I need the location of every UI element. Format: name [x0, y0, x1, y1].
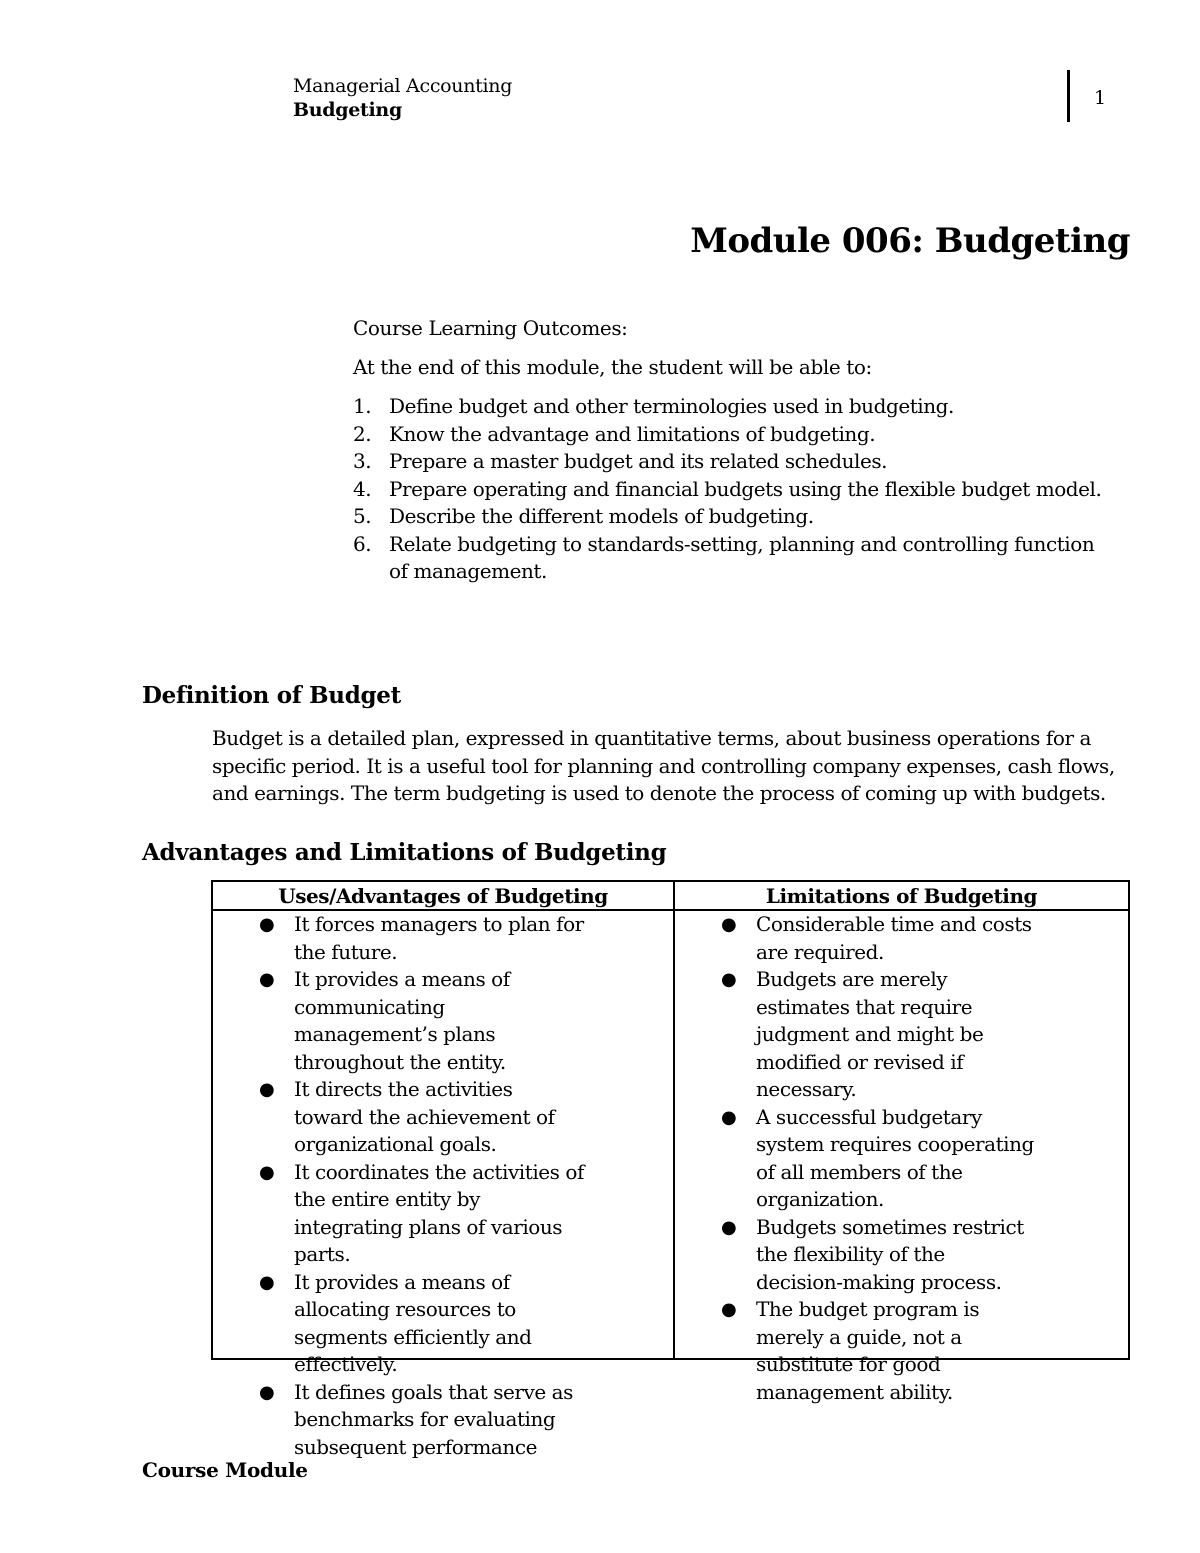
footer-label: Course Module [142, 1458, 308, 1482]
definition-heading: Definition of Budget [142, 682, 401, 709]
outcome-number: 2. [353, 421, 372, 446]
outcome-text: Prepare a master budget and its related schedules. [389, 449, 888, 473]
outcome-item [353, 531, 1114, 586]
bullet-icon: ● [721, 1216, 737, 1238]
bullet-icon: ● [259, 1381, 275, 1403]
outcomes-intro: At the end of this module, the student will be able to: [353, 355, 872, 379]
bullet-icon: ● [259, 1271, 275, 1293]
advantage-item [213, 1076, 584, 1159]
outcome-text: Define budget and other terminologies used in budgeting. [389, 394, 954, 418]
limitation-text: The budget program is merely a guide, not a substitute for good management ability. [756, 1297, 980, 1404]
limitation-text: A successful budgetary system requires cooperating of all members of the organization. [756, 1104, 1034, 1211]
limitation-text: Budgets sometimes restrict the flexibility of the decision-making process. [756, 1214, 1024, 1294]
bullet-icon: ● [259, 1161, 275, 1183]
header-topic: Budgeting [293, 99, 402, 121]
limitation-item [675, 1296, 1036, 1406]
advantages-list [213, 911, 673, 1461]
outcome-number: 5. [353, 504, 372, 528]
advantages-column-header: Uses/Advantages of Budgeting [213, 882, 673, 911]
outcome-item [353, 476, 1114, 504]
bullet-icon: ● [721, 1106, 737, 1128]
page-title: Module 006: Budgeting [690, 221, 1130, 261]
advantage-item [213, 911, 584, 966]
advantage-item [213, 1269, 584, 1379]
advantage-item [213, 1379, 584, 1462]
advantages-limitations-table [211, 880, 1130, 1459]
limitations-list [675, 911, 1128, 1406]
advantage-text: It forces managers to plan for the future. [294, 912, 584, 964]
outcome-number: 3. [353, 449, 372, 473]
outcome-item [353, 503, 1114, 531]
limitation-item [675, 1104, 1036, 1214]
limitation-item [675, 966, 1036, 1104]
header-divider [1067, 70, 1070, 122]
advantage-text: It coordinates the activities of the entire entity by integrating plans of various parts. [294, 1159, 584, 1266]
limitations-column-header: Limitations of Budgeting [675, 882, 1128, 911]
header-course-name: Managerial Accounting [293, 75, 513, 97]
bullet-icon: ● [721, 914, 737, 935]
outcome-text: Relate budgeting to standards-setting, planning and controlling function of management. [389, 531, 1095, 583]
advantage-item [213, 1159, 584, 1269]
outcome-text: Prepare operating and financial budgets using the flexible budget model. [389, 476, 1102, 501]
outcomes-list [353, 393, 1133, 586]
outcome-number: 1. [353, 394, 372, 418]
page-number: 1 [1094, 87, 1107, 109]
bullet-icon: ● [259, 914, 275, 935]
advantage-text: It directs the activities toward the achievement of organizational goals. [294, 1077, 555, 1156]
bullet-icon: ● [721, 1299, 737, 1320]
bullet-icon: ● [259, 969, 275, 990]
advantage-text: It provides a means of allocating resources to segments efficiently and effectively. [294, 1269, 532, 1376]
limitations-column [675, 882, 1128, 1404]
limitation-item [675, 911, 1036, 966]
advantage-text: It defines goals that serve as benchmarks for evaluating subsequent performance [294, 1379, 573, 1459]
advantage-text: It provides a means of communicating management’s plans throughout the entity. [294, 967, 510, 1074]
bullet-icon: ● [259, 1079, 275, 1100]
advantages-heading: Advantages and Limitations of Budgeting [142, 839, 667, 866]
outcome-item [353, 421, 1114, 449]
limitation-item [675, 1214, 1036, 1297]
bullet-icon: ● [721, 969, 737, 990]
outcomes-label: Course Learning Outcomes: [353, 316, 628, 340]
outcome-text: Describe the different models of budgeting. [389, 504, 814, 528]
outcome-item [353, 448, 1114, 476]
outcome-item [353, 393, 1114, 421]
advantage-item [213, 966, 584, 1076]
advantages-column [213, 882, 675, 1459]
outcome-text: Know the advantage and limitations of budgeting. [389, 421, 876, 446]
outcome-number: 4. [353, 476, 372, 501]
limitation-text: Considerable time and costs are required. [756, 912, 1032, 964]
definition-paragraph: Budget is a detailed plan, expressed in quantitative terms, about business operations for a specific period. It is a useful tool for planning and controlling company expenses, cash flows, and earnings. The term budgeting is used to denote the process of coming up with budgets. [212, 726, 1115, 805]
limitation-text: Budgets are merely estimates that require judgment and might be modified or revised if necessary. [756, 967, 984, 1101]
outcome-number: 6. [353, 531, 372, 556]
